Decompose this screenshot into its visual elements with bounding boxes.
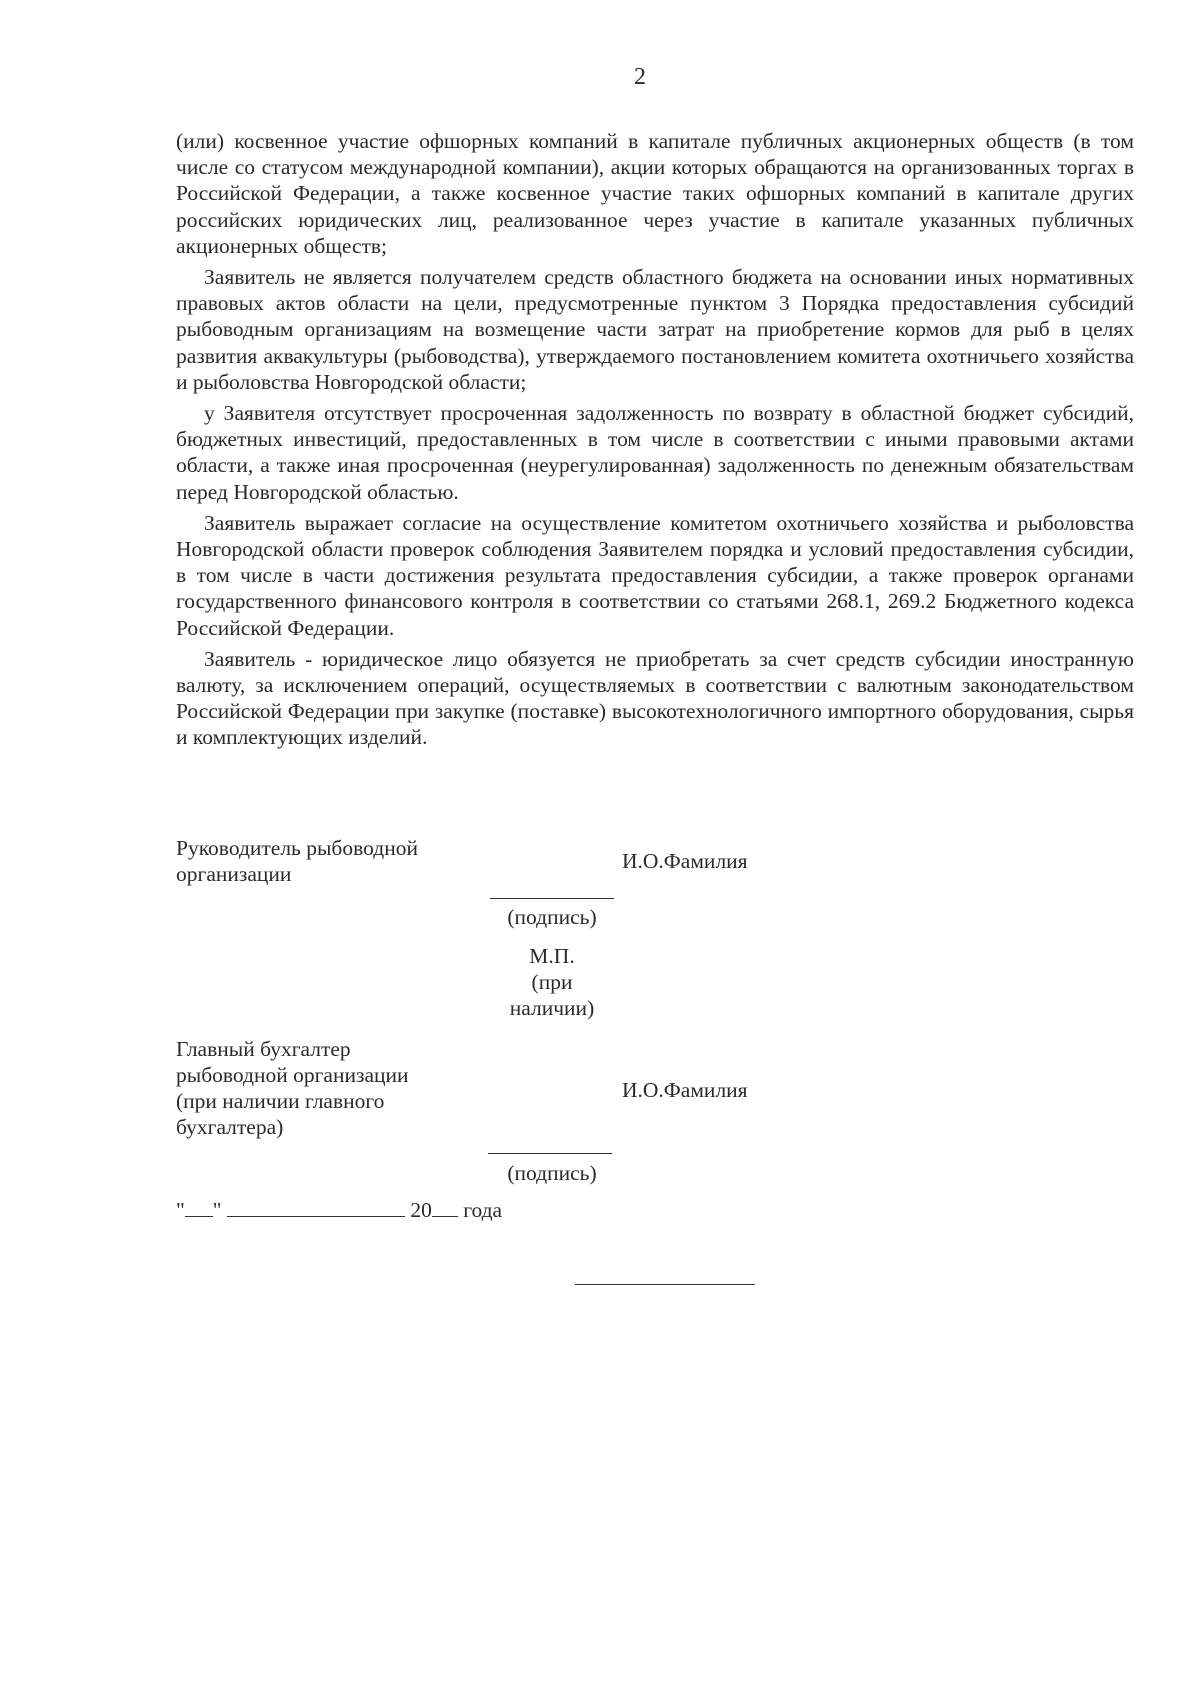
paragraph-no-debt: у Заявителя отсутствует просроченная задолженность по возврату в областной бюджет субсидий, бюджетных инвестиций, предоставленных в том числе в соответствии с иными правовыми актами области, а также иная просроченная (неурегулированная) задолженность по денежным обязательствам перед Новгородской областью.	[176, 401, 1134, 504]
accountant-name: И.О.Фамилия	[622, 1078, 748, 1102]
accountant-title-line: Главный бухгалтер	[176, 1037, 351, 1061]
accountant-title	[176, 1036, 409, 1140]
date-line	[176, 1197, 502, 1223]
paragraph-consent: Заявитель выражает согласие на осуществление комитетом охотничьего хозяйства и рыболовства Новгородской области проверок соблюдения Заявителем порядка и условий предоставления субсидии, в том числе в части достижения результата предоставления субсидии, а также проверок органами государственного финансового контроля в соответствии со статьями 268.1, 269.2 Бюджетного кодекса Российской Федерации.	[176, 510, 1134, 640]
paragraph-currency: Заявитель - юридическое лицо обязуется не приобретать за счет средств субсидии иностранную валюту, за исключением операций, осуществляемых в соответствии с валютным законодательством Российской Федерации при закупке (поставке) высокотехнологичного импортного оборудования, сырья и комплектующих изделий.	[176, 646, 1134, 750]
head-signature-line	[490, 898, 614, 899]
body-text	[176, 128, 1134, 756]
accountant-title-line: бухгалтера)	[176, 1115, 284, 1139]
head-title-line: Руководитель рыбоводной	[176, 836, 418, 860]
accountant-signature-line	[488, 1153, 612, 1154]
stamp-line: (при	[531, 970, 573, 994]
end-separator-line	[575, 1284, 755, 1285]
month-blank	[227, 1198, 405, 1217]
paragraph-not-recipient: Заявитель не является получателем средств областного бюджета на основании иных нормативных правовых актов области на цели, предусмотренные пунктом 3 Порядка предоставления субсидий рыбоводным организациям на возмещение части затрат на приобретение кормов для рыб в целях развития аквакультуры (рыбоводства), утверждаемого постановлением комитета охотничьего хозяйства и рыболовства Новгородской области;	[176, 265, 1134, 394]
head-title-line: организации	[176, 862, 292, 886]
accountant-signature-caption: (подпись)	[507, 1161, 597, 1185]
year-prefix: 20	[410, 1198, 432, 1222]
page-number: 2	[634, 64, 646, 90]
day-blank	[185, 1198, 213, 1217]
stamp-note	[480, 943, 624, 1021]
accountant-title-line: (при наличии главного	[176, 1089, 385, 1113]
head-signature-caption: (подпись)	[507, 905, 597, 929]
year-suffix: года	[463, 1198, 503, 1222]
head-title	[176, 835, 418, 887]
stamp-line: М.П.	[529, 944, 575, 968]
head-name: И.О.Фамилия	[622, 849, 748, 873]
year-blank	[432, 1198, 458, 1217]
paragraph-offshore: (или) косвенное участие офшорных компаний в капитале публичных акционерных обществ (в том числе со статусом международной компании), акции которых обращаются на организованных торгах в Российской Федерации, а также косвенное участие таких офшорных компаний в капитале других российских юридических лиц, реализованное через участие в капитале указанных публичных акционерных обществ;	[176, 129, 1134, 258]
stamp-line: наличии)	[509, 996, 595, 1020]
date-close-quote: "	[212, 1198, 222, 1222]
accountant-title-line: рыбоводной организации	[176, 1063, 409, 1087]
date-open-quote: "	[176, 1198, 185, 1222]
